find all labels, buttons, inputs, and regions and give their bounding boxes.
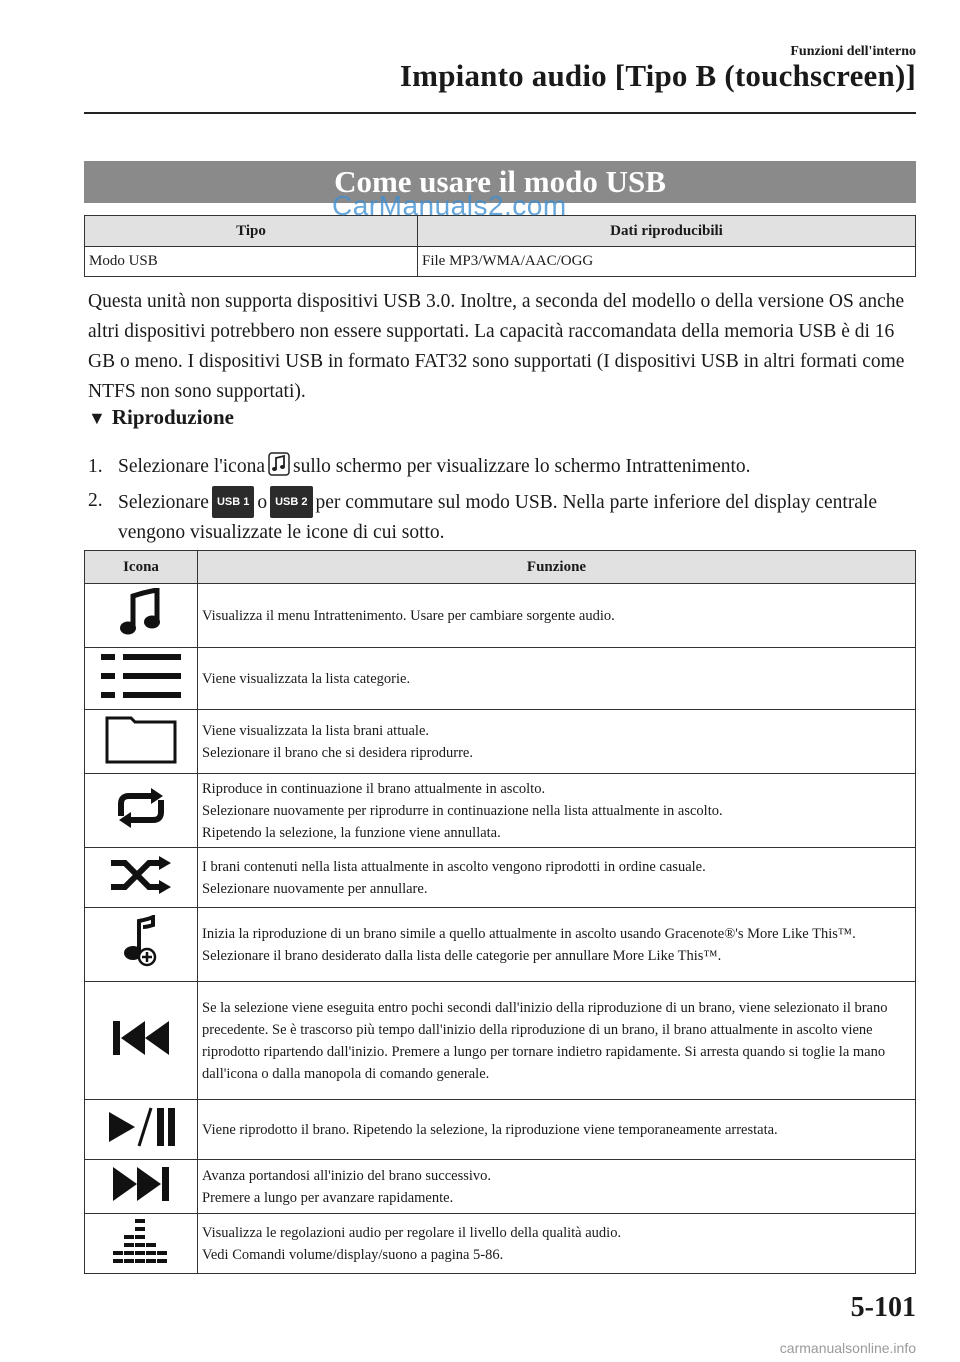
intro-paragraph: Questa unità non supporta dispositivi USB 3.0. Inoltre, a seconda del modello o della versione OS anche altri dispositivi potrebbero non essere supportati. La capacità raccomandata della memoria USB è di 16 GB o meno. I dispositivi USB in formato FAT32 sono supportati (I dispositivi USB in altri formati come NTFS non sono supportati). bbox=[88, 291, 905, 402]
folder-icon bbox=[85, 710, 198, 774]
table-row bbox=[85, 774, 916, 848]
function-cell: Visualizza il menu Intrattenimento. Usare per cambiare sorgente audio. bbox=[198, 584, 916, 648]
list-icon bbox=[85, 648, 198, 710]
step-text-part: Selezionare bbox=[118, 492, 209, 513]
function-cell: Inizia la riproduzione di un brano simile a quello attualmente in ascolto usando Gracenote®'s More Like This™. Selezionare il brano desiderato dalla lista delle categorie per annullare More Like This™. bbox=[198, 908, 916, 982]
table-row bbox=[85, 1100, 916, 1160]
step-number: 1. bbox=[88, 456, 103, 477]
shuffle-icon bbox=[85, 848, 198, 908]
function-cell: Viene riprodotto il brano. Ripetendo la selezione, la riproduzione viene temporaneamente arrestata. bbox=[198, 1100, 916, 1160]
table-row bbox=[85, 584, 916, 648]
footer-watermark: carmanualsonline.info bbox=[779, 1340, 916, 1356]
function-cell: Se la selezione viene eseguita entro pochi secondi dall'inizio della riproduzione di un brano, viene selezionato il brano precedente. Se è trascorso più tempo dall'inizio della riproduzione di un brano, il brano attualmente in ascolto viene riprodotto ripartendo dall'inizio. Premere a lungo per tornare indietro rapidamente. Si arresta quando si toglie la mano dall'icona o dalla manopola di comando generale. bbox=[198, 982, 916, 1100]
function-cell: Avanza portandosi all'inizio del brano successivo. Premere a lungo per avanzare rapidamente. bbox=[198, 1160, 916, 1214]
table-header-cell: Dati riproducibili bbox=[418, 216, 916, 247]
subheading-text: Riproduzione bbox=[111, 405, 234, 429]
next-track-icon bbox=[85, 1160, 198, 1214]
step-text-part: Selezionare l'icona bbox=[118, 456, 265, 477]
step-text bbox=[118, 486, 916, 548]
function-cell: I brani contenuti nella lista attualmente in ascolto vengono riprodotti in ordine casuale. Selezionare nuovamente per annullare. bbox=[198, 848, 916, 908]
subheading bbox=[88, 405, 234, 430]
play-pause-icon bbox=[85, 1100, 198, 1160]
section-header: Funzioni dell'interno bbox=[790, 44, 916, 59]
triangle-bullet-icon: ▼ bbox=[88, 408, 106, 428]
repeat-icon bbox=[85, 774, 198, 848]
table-header-cell: Tipo bbox=[85, 216, 418, 247]
table-row bbox=[85, 982, 916, 1100]
header-rule bbox=[84, 112, 916, 114]
music-note-icon bbox=[85, 584, 198, 648]
steps-list bbox=[88, 452, 916, 548]
table-row bbox=[85, 648, 916, 710]
music-note-inline-icon bbox=[268, 452, 290, 486]
table-row bbox=[85, 247, 916, 277]
more-like-this-icon bbox=[85, 908, 198, 982]
table-cell: File MP3/WMA/AAC/OGG bbox=[418, 247, 916, 277]
table-row bbox=[85, 1214, 916, 1274]
usb1-button-glyph: USB 1 bbox=[212, 486, 254, 518]
previous-track-icon bbox=[85, 982, 198, 1100]
function-cell: Viene visualizzata la lista brani attuale. Selezionare il brano che si desidera riprodurre. bbox=[198, 710, 916, 774]
table-cell: Modo USB bbox=[85, 247, 418, 277]
function-cell: Viene visualizzata la lista categorie. bbox=[198, 648, 916, 710]
function-cell: Riproduce in continuazione il brano attualmente in ascolto. Selezionare nuovamente per riprodurre in continuazione nella lista attualmente in ascolto. Ripetendo la selezione, la funzione viene annullata. bbox=[198, 774, 916, 848]
page-number: 5-101 bbox=[850, 1292, 916, 1323]
playable-data-table bbox=[84, 215, 916, 277]
step-text-part: sullo schermo per visualizzare lo schermo Intrattenimento. bbox=[292, 456, 751, 477]
step-text bbox=[118, 452, 916, 486]
table-row bbox=[85, 908, 916, 982]
table-header-cell: Icona bbox=[85, 551, 198, 584]
section-banner: Come usare il modo USB bbox=[84, 161, 916, 203]
table-header-cell: Funzione bbox=[198, 551, 916, 584]
step-item bbox=[88, 452, 916, 486]
step-text-part: o bbox=[257, 492, 268, 513]
table-row bbox=[85, 1160, 916, 1214]
step-number: 2. bbox=[88, 490, 103, 511]
table-row bbox=[85, 848, 916, 908]
table-row bbox=[85, 710, 916, 774]
icon-function-table bbox=[84, 550, 916, 1274]
function-cell: Visualizza le regolazioni audio per regolare il livello della qualità audio. Vedi Comandi volume/display/suono a pagina 5-86. bbox=[198, 1214, 916, 1274]
step-text-part: per commutare sul modo USB. Nella parte inferiore del display centrale vengono visualizzate le icone di cui sotto. bbox=[118, 492, 878, 543]
page-title: Impianto audio [Tipo B (touchscreen)] bbox=[399, 58, 916, 93]
equalizer-icon bbox=[85, 1214, 198, 1274]
watermark-logo: CarManuals2.com bbox=[332, 190, 567, 221]
step-item bbox=[88, 486, 916, 548]
usb2-button-glyph: USB 2 bbox=[270, 486, 312, 518]
